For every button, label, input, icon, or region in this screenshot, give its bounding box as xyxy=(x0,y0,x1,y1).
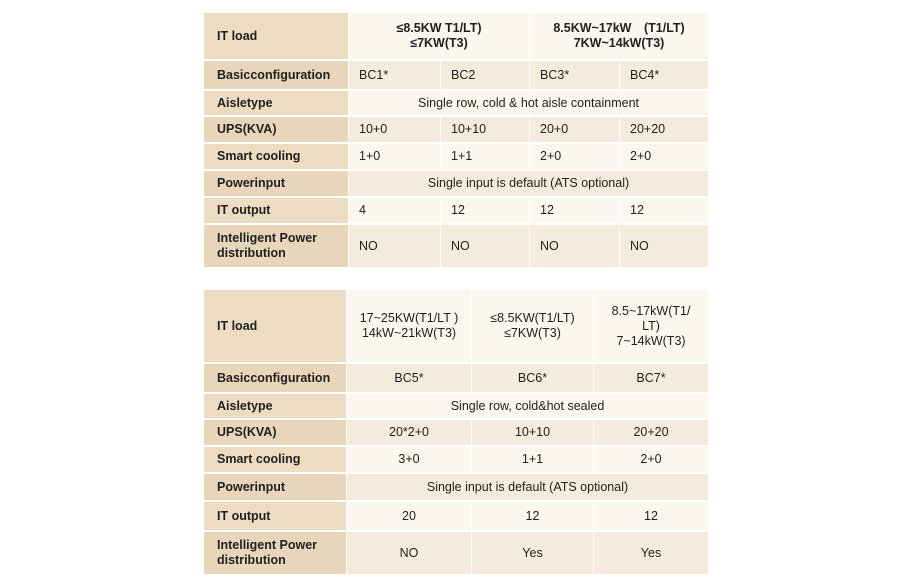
cell: 20*2+0 xyxy=(347,420,472,447)
cell: 10+0 xyxy=(349,117,441,144)
cell: BC4* xyxy=(620,61,709,91)
header-col3 xyxy=(594,290,709,364)
row-label-line2: distribution xyxy=(217,553,286,567)
row-label-line1: Intelligent Power xyxy=(217,538,318,552)
table-row xyxy=(204,474,709,502)
table-row xyxy=(204,61,709,91)
header-group-b-line1: 8.5KW~17kW (T1/LT) xyxy=(553,21,685,35)
cell: 20+20 xyxy=(594,420,709,447)
table-row xyxy=(204,225,709,269)
table-row xyxy=(204,198,709,225)
config-table-2 xyxy=(204,290,709,576)
table-row xyxy=(204,144,709,171)
cell: 12 xyxy=(620,198,709,225)
cell: BC1* xyxy=(349,61,441,91)
cell: Yes xyxy=(472,532,594,576)
header-col2-line2: ≤7KW(T3) xyxy=(504,326,561,340)
row-label: Smart cooling xyxy=(204,447,347,474)
merged-cell: Single input is default (ATS optional) xyxy=(347,474,709,502)
cell: 12 xyxy=(472,502,594,532)
cell: 1+1 xyxy=(472,447,594,474)
row-label-line2: distribution xyxy=(217,246,286,260)
header-group-a xyxy=(349,13,530,61)
header-col3-line2: 7~14kW(T3) xyxy=(616,333,686,348)
row-label: Basicconfiguration xyxy=(204,364,347,394)
row-label: UPS(KVA) xyxy=(204,117,349,144)
header-col3-line1: 8.5~17kW(T1/ LT) xyxy=(611,303,691,333)
table-row xyxy=(204,447,709,474)
cell: 3+0 xyxy=(347,447,472,474)
cell: BC3* xyxy=(530,61,620,91)
table-row xyxy=(204,364,709,394)
cell: 12 xyxy=(441,198,530,225)
row-label: Aisletype xyxy=(204,394,347,420)
header-group-b-line2: 7KW~14kW(T3) xyxy=(573,36,665,50)
cell: 20+20 xyxy=(620,117,709,144)
header-group-b xyxy=(530,13,709,61)
cell: NO xyxy=(530,225,620,269)
row-label: Basicconfiguration xyxy=(204,61,349,91)
cell: Yes xyxy=(594,532,709,576)
header-group-a-line1: ≤8.5KW T1/LT) xyxy=(396,21,482,35)
header-col2 xyxy=(472,290,594,364)
cell: NO xyxy=(349,225,441,269)
table-row xyxy=(204,91,709,117)
table-row xyxy=(204,117,709,144)
row-label: Powerinput xyxy=(204,171,349,198)
header-col1 xyxy=(347,290,472,364)
row-label: Smart cooling xyxy=(204,144,349,171)
merged-cell: Single input is default (ATS optional) xyxy=(349,171,709,198)
cell: 1+0 xyxy=(349,144,441,171)
cell: 12 xyxy=(530,198,620,225)
header-col2-line1: ≤8.5KW(T1/LT) xyxy=(490,311,575,325)
cell: 2+0 xyxy=(620,144,709,171)
cell: BC5* xyxy=(347,364,472,394)
table-row xyxy=(204,394,709,420)
cell: 12 xyxy=(594,502,709,532)
table-row xyxy=(204,171,709,198)
cell: NO xyxy=(347,532,472,576)
cell: NO xyxy=(441,225,530,269)
row-label: IT output xyxy=(204,502,347,532)
cell: 20+0 xyxy=(530,117,620,144)
cell: 1+1 xyxy=(441,144,530,171)
cell: BC7* xyxy=(594,364,709,394)
header-label: IT load xyxy=(204,290,347,364)
table-row xyxy=(204,420,709,447)
row-label: IT output xyxy=(204,198,349,225)
cell: 20 xyxy=(347,502,472,532)
cell: 10+10 xyxy=(441,117,530,144)
row-label: Powerinput xyxy=(204,474,347,502)
merged-cell: Single row, cold & hot aisle containment xyxy=(349,91,709,117)
row-label: Aisletype xyxy=(204,91,349,117)
header-group-a-line2: ≤7KW(T3) xyxy=(410,36,468,50)
cell: 2+0 xyxy=(530,144,620,171)
merged-cell: Single row, cold&hot sealed xyxy=(347,394,709,420)
header-col1-line1: 17~25KW(T1/LT ) xyxy=(359,311,459,325)
cell: BC2 xyxy=(441,61,530,91)
table-row xyxy=(204,502,709,532)
cell: NO xyxy=(620,225,709,269)
cell: 4 xyxy=(349,198,441,225)
header-col1-line2: 14kW~21kW(T3) xyxy=(361,326,457,340)
row-label-line1: Intelligent Power xyxy=(217,231,318,245)
row-label xyxy=(204,225,349,269)
table-row xyxy=(204,532,709,576)
cell: 10+10 xyxy=(472,420,594,447)
row-label: UPS(KVA) xyxy=(204,420,347,447)
config-table-1 xyxy=(204,13,709,269)
cell: BC6* xyxy=(472,364,594,394)
row-label xyxy=(204,532,347,576)
header-label: IT load xyxy=(204,13,349,61)
cell: 2+0 xyxy=(594,447,709,474)
